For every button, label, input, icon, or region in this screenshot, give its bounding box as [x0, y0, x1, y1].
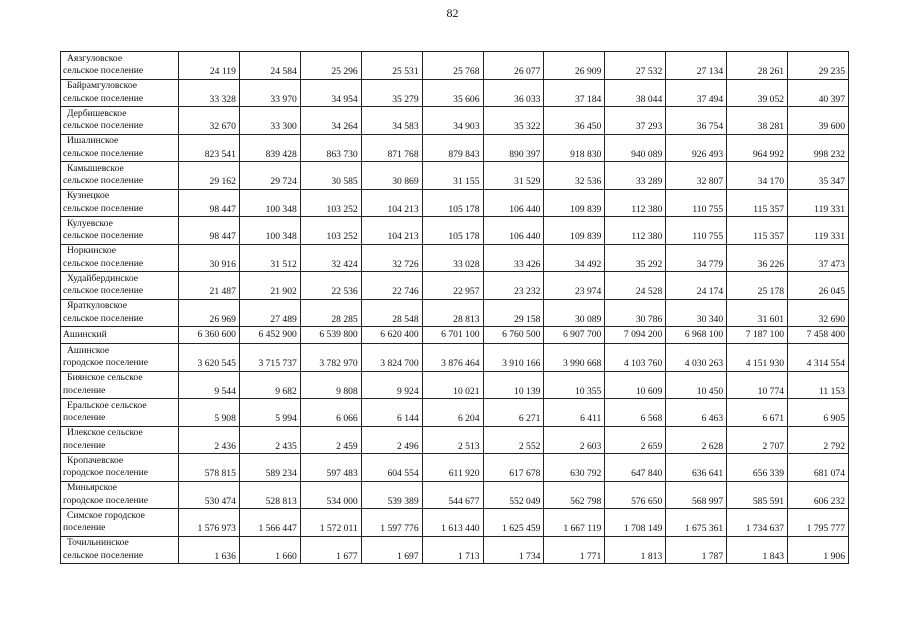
row-name-line1: Худайбердинское	[67, 272, 138, 284]
row-name-cell	[61, 371, 179, 399]
row-name-line1: Биянское сельское	[67, 372, 143, 384]
value-cell: 6 968 100	[666, 327, 727, 344]
value-cell: 32 807	[666, 162, 727, 190]
row-name-cell	[61, 344, 179, 372]
value-cell: 534 000	[300, 481, 361, 509]
row-name-line2: сельское поселение	[63, 147, 144, 159]
value-cell: 918 830	[544, 134, 605, 162]
value-cell: 23 232	[483, 272, 544, 300]
value-cell: 34 170	[727, 162, 788, 190]
value-cell: 2 513	[422, 426, 483, 454]
value-cell: 35 292	[605, 244, 666, 272]
data-table	[60, 51, 849, 564]
row-name-line2: сельское поселение	[63, 175, 144, 187]
value-cell: 21 487	[179, 272, 240, 300]
value-cell: 2 628	[666, 426, 727, 454]
value-cell: 2 792	[788, 426, 849, 454]
value-cell: 38 044	[605, 79, 666, 107]
value-cell: 36 754	[666, 107, 727, 135]
row-name-line2: сельское поселение	[63, 312, 144, 324]
row-name-cell	[61, 79, 179, 107]
row-name-line1: Ашинский	[63, 328, 107, 340]
value-cell: 576 650	[605, 481, 666, 509]
value-cell: 1 734	[483, 536, 544, 564]
value-cell: 39 600	[788, 107, 849, 135]
value-cell: 597 483	[300, 454, 361, 482]
value-cell: 585 591	[727, 481, 788, 509]
value-cell: 32 690	[788, 299, 849, 327]
row-name-line2: сельское поселение	[63, 92, 144, 104]
value-cell: 30 089	[544, 299, 605, 327]
row-name-cell	[61, 536, 179, 564]
table-row	[61, 162, 849, 190]
row-name-line2: городское поселение	[63, 467, 149, 479]
value-cell: 39 052	[727, 79, 788, 107]
row-name-cell	[61, 217, 179, 245]
value-cell: 6 701 100	[422, 327, 483, 344]
value-cell: 35 279	[361, 79, 422, 107]
value-cell: 681 074	[788, 454, 849, 482]
value-cell: 31 512	[239, 244, 300, 272]
row-name-cell	[61, 244, 179, 272]
row-name-cell	[61, 454, 179, 482]
row-name-line2: сельское поселение	[63, 202, 144, 214]
value-cell: 33 028	[422, 244, 483, 272]
value-cell: 617 678	[483, 454, 544, 482]
value-cell: 2 603	[544, 426, 605, 454]
value-cell: 36 450	[544, 107, 605, 135]
value-cell: 38 281	[727, 107, 788, 135]
value-cell: 636 641	[666, 454, 727, 482]
row-name-line1: Илекское сельское	[67, 427, 143, 439]
row-name-line1: Симское городское	[67, 509, 145, 521]
table-row	[61, 536, 849, 564]
row-name-cell	[61, 272, 179, 300]
value-cell: 98 447	[179, 189, 240, 217]
value-cell: 98 447	[179, 217, 240, 245]
value-cell: 3 910 166	[483, 344, 544, 372]
row-name-cell	[61, 162, 179, 190]
table-row	[61, 272, 849, 300]
value-cell: 1 677	[300, 536, 361, 564]
value-cell: 1 613 440	[422, 509, 483, 537]
value-cell: 1 906	[788, 536, 849, 564]
value-cell: 4 314 554	[788, 344, 849, 372]
value-cell: 40 397	[788, 79, 849, 107]
value-cell: 1 576 973	[179, 509, 240, 537]
value-cell: 1 813	[605, 536, 666, 564]
row-name-line1: Байрамгуловское	[67, 80, 137, 92]
value-cell: 33 300	[239, 107, 300, 135]
value-cell: 105 178	[422, 217, 483, 245]
value-cell: 2 496	[361, 426, 422, 454]
value-cell: 6 452 900	[239, 327, 300, 344]
page-number: 82	[446, 6, 459, 20]
value-cell: 6 360 600	[179, 327, 240, 344]
value-cell: 5 994	[239, 399, 300, 427]
value-cell: 119 331	[788, 217, 849, 245]
value-cell: 823 541	[179, 134, 240, 162]
value-cell: 1 566 447	[239, 509, 300, 537]
value-cell: 100 348	[239, 189, 300, 217]
value-cell: 112 380	[605, 189, 666, 217]
value-cell: 6 411	[544, 399, 605, 427]
value-cell: 3 990 668	[544, 344, 605, 372]
value-cell: 6 905	[788, 399, 849, 427]
table-row	[61, 244, 849, 272]
value-cell: 9 808	[300, 371, 361, 399]
value-cell: 7 094 200	[605, 327, 666, 344]
value-cell: 115 357	[727, 217, 788, 245]
row-name-line1: Дербишевское	[67, 107, 127, 119]
value-cell: 1 572 011	[300, 509, 361, 537]
value-cell: 1 734 637	[727, 509, 788, 537]
value-cell: 28 548	[361, 299, 422, 327]
value-cell: 2 459	[300, 426, 361, 454]
value-cell: 5 908	[179, 399, 240, 427]
value-cell: 26 969	[179, 299, 240, 327]
value-cell: 29 724	[239, 162, 300, 190]
value-cell: 31 601	[727, 299, 788, 327]
value-cell: 6 066	[300, 399, 361, 427]
table-row	[61, 426, 849, 454]
value-cell: 22 957	[422, 272, 483, 300]
value-cell: 28 813	[422, 299, 483, 327]
row-name-cell	[61, 299, 179, 327]
value-cell: 22 536	[300, 272, 361, 300]
row-name-line1: Норкинское	[67, 245, 117, 257]
value-cell: 604 554	[361, 454, 422, 482]
value-cell: 926 493	[666, 134, 727, 162]
table-row	[61, 52, 849, 80]
value-cell: 100 348	[239, 217, 300, 245]
row-name-cell	[61, 327, 179, 344]
table-row	[61, 454, 849, 482]
value-cell: 36 033	[483, 79, 544, 107]
value-cell: 27 134	[666, 52, 727, 80]
value-cell: 544 677	[422, 481, 483, 509]
value-cell: 863 730	[300, 134, 361, 162]
value-cell: 10 450	[666, 371, 727, 399]
value-cell: 103 252	[300, 189, 361, 217]
row-name-line2: сельское поселение	[63, 120, 144, 132]
value-cell: 9 924	[361, 371, 422, 399]
value-cell: 119 331	[788, 189, 849, 217]
row-name-line2: сельское поселение	[63, 230, 144, 242]
value-cell: 940 089	[605, 134, 666, 162]
value-cell: 27 532	[605, 52, 666, 80]
value-cell: 26 909	[544, 52, 605, 80]
value-cell: 34 264	[300, 107, 361, 135]
value-cell: 611 920	[422, 454, 483, 482]
value-cell: 1 660	[239, 536, 300, 564]
value-cell: 539 389	[361, 481, 422, 509]
row-name-line2: сельское поселение	[63, 285, 144, 297]
value-cell: 25 768	[422, 52, 483, 80]
table-row	[61, 134, 849, 162]
value-cell: 7 458 400	[788, 327, 849, 344]
value-cell: 31 155	[422, 162, 483, 190]
value-cell: 28 285	[300, 299, 361, 327]
value-cell: 2 659	[605, 426, 666, 454]
value-cell: 32 670	[179, 107, 240, 135]
value-cell: 6 463	[666, 399, 727, 427]
value-cell: 4 103 760	[605, 344, 666, 372]
value-cell: 33 289	[605, 162, 666, 190]
value-cell: 2 436	[179, 426, 240, 454]
value-cell: 964 992	[727, 134, 788, 162]
row-name-line2: поселение	[63, 439, 106, 451]
row-name-cell	[61, 481, 179, 509]
value-cell: 109 839	[544, 217, 605, 245]
value-cell: 1 625 459	[483, 509, 544, 537]
value-cell: 32 424	[300, 244, 361, 272]
value-cell: 6 144	[361, 399, 422, 427]
value-cell: 10 139	[483, 371, 544, 399]
value-cell: 552 049	[483, 481, 544, 509]
value-cell: 578 815	[179, 454, 240, 482]
row-name-line2: поселение	[63, 384, 106, 396]
row-name-line2: городское поселение	[63, 357, 149, 369]
value-cell: 104 213	[361, 217, 422, 245]
value-cell: 30 869	[361, 162, 422, 190]
row-name-cell	[61, 107, 179, 135]
value-cell: 24 584	[239, 52, 300, 80]
value-cell: 6 568	[605, 399, 666, 427]
value-cell: 10 021	[422, 371, 483, 399]
row-name-line1: Кропачевское	[67, 454, 124, 466]
value-cell: 34 492	[544, 244, 605, 272]
value-cell: 105 178	[422, 189, 483, 217]
row-name-line1: Еральское сельское	[67, 399, 147, 411]
value-cell: 37 494	[666, 79, 727, 107]
value-cell: 32 726	[361, 244, 422, 272]
value-cell: 25 296	[300, 52, 361, 80]
value-cell: 606 232	[788, 481, 849, 509]
value-cell: 106 440	[483, 217, 544, 245]
table-row	[61, 344, 849, 372]
row-name-line1: Ашинское	[67, 344, 110, 356]
value-cell: 103 252	[300, 217, 361, 245]
value-cell: 530 474	[179, 481, 240, 509]
value-cell: 24 528	[605, 272, 666, 300]
table-row	[61, 79, 849, 107]
value-cell: 31 529	[483, 162, 544, 190]
row-name-line1: Кулуевское	[67, 217, 113, 229]
value-cell: 34 903	[422, 107, 483, 135]
table-row	[61, 327, 849, 344]
value-cell: 104 213	[361, 189, 422, 217]
row-name-line2: поселение	[63, 522, 106, 534]
value-cell: 998 232	[788, 134, 849, 162]
value-cell: 1 795 777	[788, 509, 849, 537]
value-cell: 35 322	[483, 107, 544, 135]
table-row	[61, 107, 849, 135]
table-row	[61, 399, 849, 427]
row-name-cell	[61, 399, 179, 427]
value-cell: 1 636	[179, 536, 240, 564]
value-cell: 589 234	[239, 454, 300, 482]
value-cell: 647 840	[605, 454, 666, 482]
row-name-cell	[61, 134, 179, 162]
value-cell: 25 531	[361, 52, 422, 80]
table-row	[61, 189, 849, 217]
value-cell: 656 339	[727, 454, 788, 482]
value-cell: 21 902	[239, 272, 300, 300]
value-cell: 33 328	[179, 79, 240, 107]
value-cell: 6 671	[727, 399, 788, 427]
value-cell: 3 782 970	[300, 344, 361, 372]
value-cell: 37 184	[544, 79, 605, 107]
value-cell: 37 473	[788, 244, 849, 272]
row-name-line1: Точильнинское	[67, 537, 129, 549]
value-cell: 23 974	[544, 272, 605, 300]
value-cell: 36 226	[727, 244, 788, 272]
value-cell: 1 597 776	[361, 509, 422, 537]
value-cell: 32 536	[544, 162, 605, 190]
value-cell: 37 293	[605, 107, 666, 135]
value-cell: 33 970	[239, 79, 300, 107]
table-row	[61, 371, 849, 399]
value-cell: 1 771	[544, 536, 605, 564]
value-cell: 28 261	[727, 52, 788, 80]
value-cell: 528 813	[239, 481, 300, 509]
value-cell: 110 755	[666, 189, 727, 217]
value-cell: 10 355	[544, 371, 605, 399]
value-cell: 22 746	[361, 272, 422, 300]
value-cell: 6 620 400	[361, 327, 422, 344]
value-cell: 29 162	[179, 162, 240, 190]
value-cell: 6 271	[483, 399, 544, 427]
value-cell: 6 539 800	[300, 327, 361, 344]
row-name-line1: Камышевское	[67, 162, 124, 174]
value-cell: 110 755	[666, 217, 727, 245]
table-body	[61, 52, 849, 564]
value-cell: 34 779	[666, 244, 727, 272]
value-cell: 29 235	[788, 52, 849, 80]
value-cell: 112 380	[605, 217, 666, 245]
value-cell: 2 435	[239, 426, 300, 454]
value-cell: 4 030 263	[666, 344, 727, 372]
value-cell: 34 954	[300, 79, 361, 107]
value-cell: 4 151 930	[727, 344, 788, 372]
row-name-line2: поселение	[63, 412, 106, 424]
row-name-line1: Ишалинское	[67, 135, 119, 147]
value-cell: 9 544	[179, 371, 240, 399]
value-cell: 1 787	[666, 536, 727, 564]
row-name-line1: Аязгуловское	[67, 52, 123, 64]
row-name-cell	[61, 189, 179, 217]
value-cell: 7 187 100	[727, 327, 788, 344]
value-cell: 3 824 700	[361, 344, 422, 372]
value-cell: 562 798	[544, 481, 605, 509]
table-row	[61, 481, 849, 509]
row-name-cell	[61, 426, 179, 454]
value-cell: 10 609	[605, 371, 666, 399]
row-name-line2: сельское поселение	[63, 549, 144, 561]
row-name-line2: городское поселение	[63, 494, 149, 506]
value-cell: 106 440	[483, 189, 544, 217]
value-cell: 35 347	[788, 162, 849, 190]
value-cell: 2 552	[483, 426, 544, 454]
value-cell: 3 715 737	[239, 344, 300, 372]
value-cell: 11 153	[788, 371, 849, 399]
row-name-line2: сельское поселение	[63, 65, 144, 77]
value-cell: 9 682	[239, 371, 300, 399]
value-cell: 30 340	[666, 299, 727, 327]
value-cell: 26 077	[483, 52, 544, 80]
row-name-line1: Кузнецкое	[67, 190, 110, 202]
row-name-cell	[61, 509, 179, 537]
value-cell: 630 792	[544, 454, 605, 482]
value-cell: 30 786	[605, 299, 666, 327]
value-cell: 3 620 545	[179, 344, 240, 372]
value-cell: 115 357	[727, 189, 788, 217]
value-cell: 3 876 464	[422, 344, 483, 372]
value-cell: 27 489	[239, 299, 300, 327]
value-cell: 29 158	[483, 299, 544, 327]
row-name-cell	[61, 52, 179, 80]
value-cell: 1 708 149	[605, 509, 666, 537]
row-name-line2: сельское поселение	[63, 257, 144, 269]
value-cell: 109 839	[544, 189, 605, 217]
value-cell: 24 119	[179, 52, 240, 80]
value-cell: 1 843	[727, 536, 788, 564]
value-cell: 871 768	[361, 134, 422, 162]
value-cell: 24 174	[666, 272, 727, 300]
table-row	[61, 299, 849, 327]
table-row	[61, 509, 849, 537]
table-row	[61, 217, 849, 245]
value-cell: 839 428	[239, 134, 300, 162]
value-cell: 1 697	[361, 536, 422, 564]
value-cell: 34 583	[361, 107, 422, 135]
value-cell: 35 606	[422, 79, 483, 107]
value-cell: 2 707	[727, 426, 788, 454]
value-cell: 890 397	[483, 134, 544, 162]
value-cell: 6 204	[422, 399, 483, 427]
value-cell: 6 907 700	[544, 327, 605, 344]
value-cell: 6 760 500	[483, 327, 544, 344]
value-cell: 30 585	[300, 162, 361, 190]
value-cell: 1 675 361	[666, 509, 727, 537]
row-name-line1: Яраткуловское	[67, 300, 127, 312]
value-cell: 1 667 119	[544, 509, 605, 537]
value-cell: 30 916	[179, 244, 240, 272]
value-cell: 1 713	[422, 536, 483, 564]
value-cell: 26 045	[788, 272, 849, 300]
value-cell: 33 426	[483, 244, 544, 272]
value-cell: 10 774	[727, 371, 788, 399]
value-cell: 879 843	[422, 134, 483, 162]
row-name-line1: Миньярское	[67, 482, 117, 494]
value-cell: 25 178	[727, 272, 788, 300]
value-cell: 568 997	[666, 481, 727, 509]
